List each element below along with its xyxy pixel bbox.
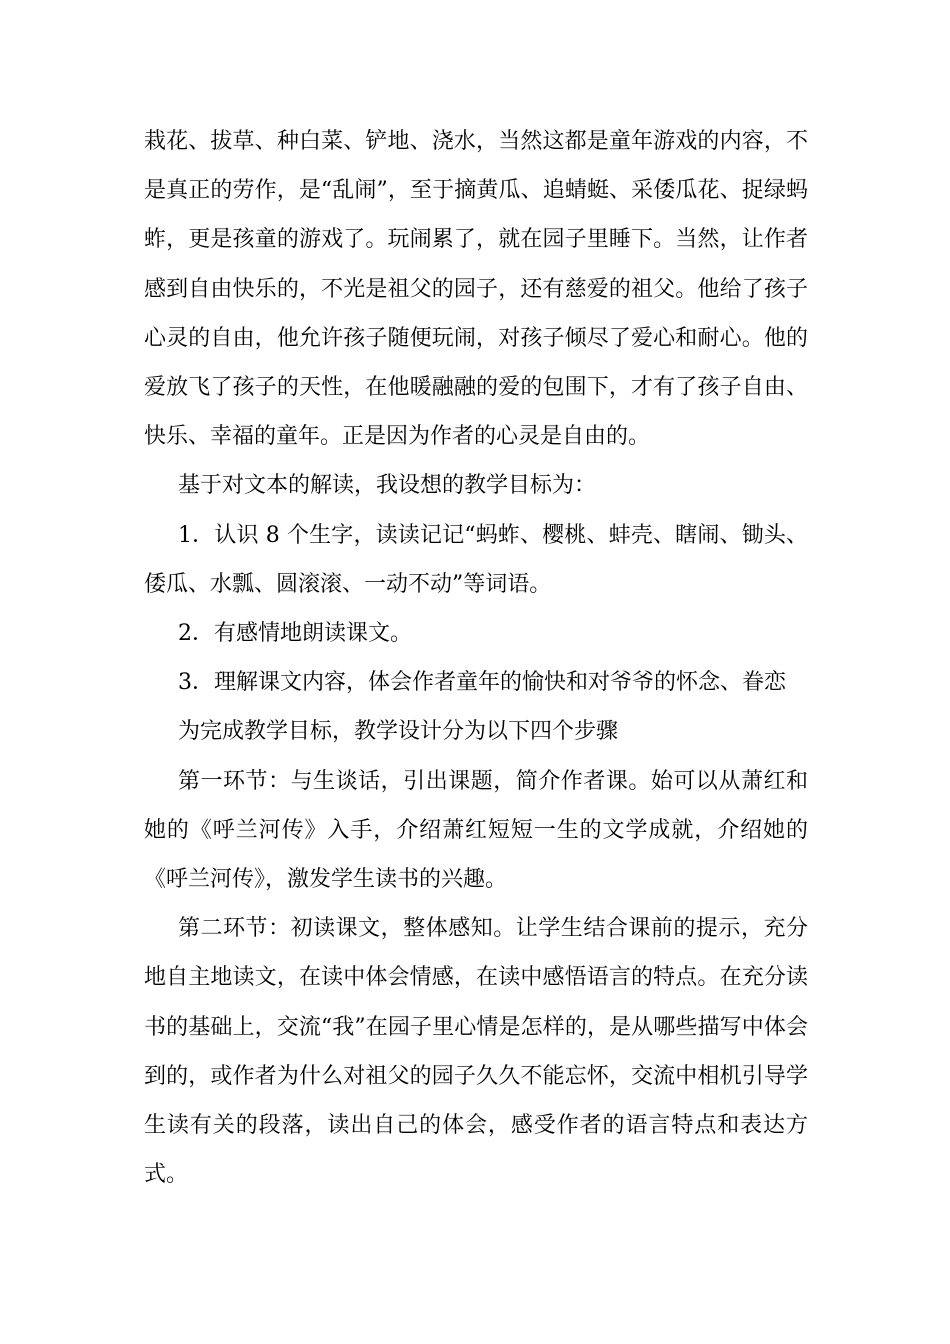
paragraph-steps-intro: 为完成教学目标，教学设计分为以下四个步骤 xyxy=(178,719,619,745)
paragraph-text-analysis: 栽花、拔草、种白菜、铲地、浇水，当然这都是童年游戏的内容，不是真正的劳作，是“乱闹”，至于摘黄瓜、追蜻蜓、采倭瓜花、捉绿蚂蚱，更是孩童的游戏了。玩闹累了，就在园子里睡下。当然，让作者感到自由快乐的，不光是祖父的园子，还有慈爱的祖父。他给了孩子心灵的自由，他允许孩子随便玩闹，对孩子倾尽了爱心和耐心。他的爱放飞了孩子的天性，在他暖融融的爱的包围下，才有了孩子自由、快乐、幸福的童年。正是因为作者的心灵是自由的。 xyxy=(144,129,808,450)
paragraph-step-2: 第二环节：初读课文，整体感知。让学生结合课前的提示，充分地自主地读文，在读中体会情感，在读中感悟语言的特点。在充分读书的基础上，交流“我”在园子里心情是怎样的，是从哪些描写中体会到的，或作者为什么对祖父的园子久久不能忘怀，交流中相机引导学生读有关的段落，读出自己的体会，感受作者的语言特点和表达方式。 xyxy=(144,916,808,1188)
paragraph-goal-3: 3．理解课文内容，体会作者童年的愉快和对爷爷的怀念、眷恋 xyxy=(178,670,786,696)
document-body xyxy=(144,117,808,1199)
paragraph-step-1: 第一环节：与生谈话，引出课题，简介作者课。始可以从萧红和她的《呼兰河传》入手，介绍萧红短短一生的文学成就，介绍她的《呼兰河传》，激发学生读书的兴趣。 xyxy=(144,768,808,893)
paragraph-goal-2: 2．有感情地朗读课文。 xyxy=(178,621,412,647)
paragraph-goal-1: 1．认识 8 个生字，读读记记“蚂蚱、樱桃、蚌壳、瞎闹、锄头、倭瓜、水瓢、圆滚滚、一动不动”等词语。 xyxy=(144,522,808,597)
paragraph-goals-intro: 基于对文本的解读，我设想的教学目标为： xyxy=(178,473,597,499)
